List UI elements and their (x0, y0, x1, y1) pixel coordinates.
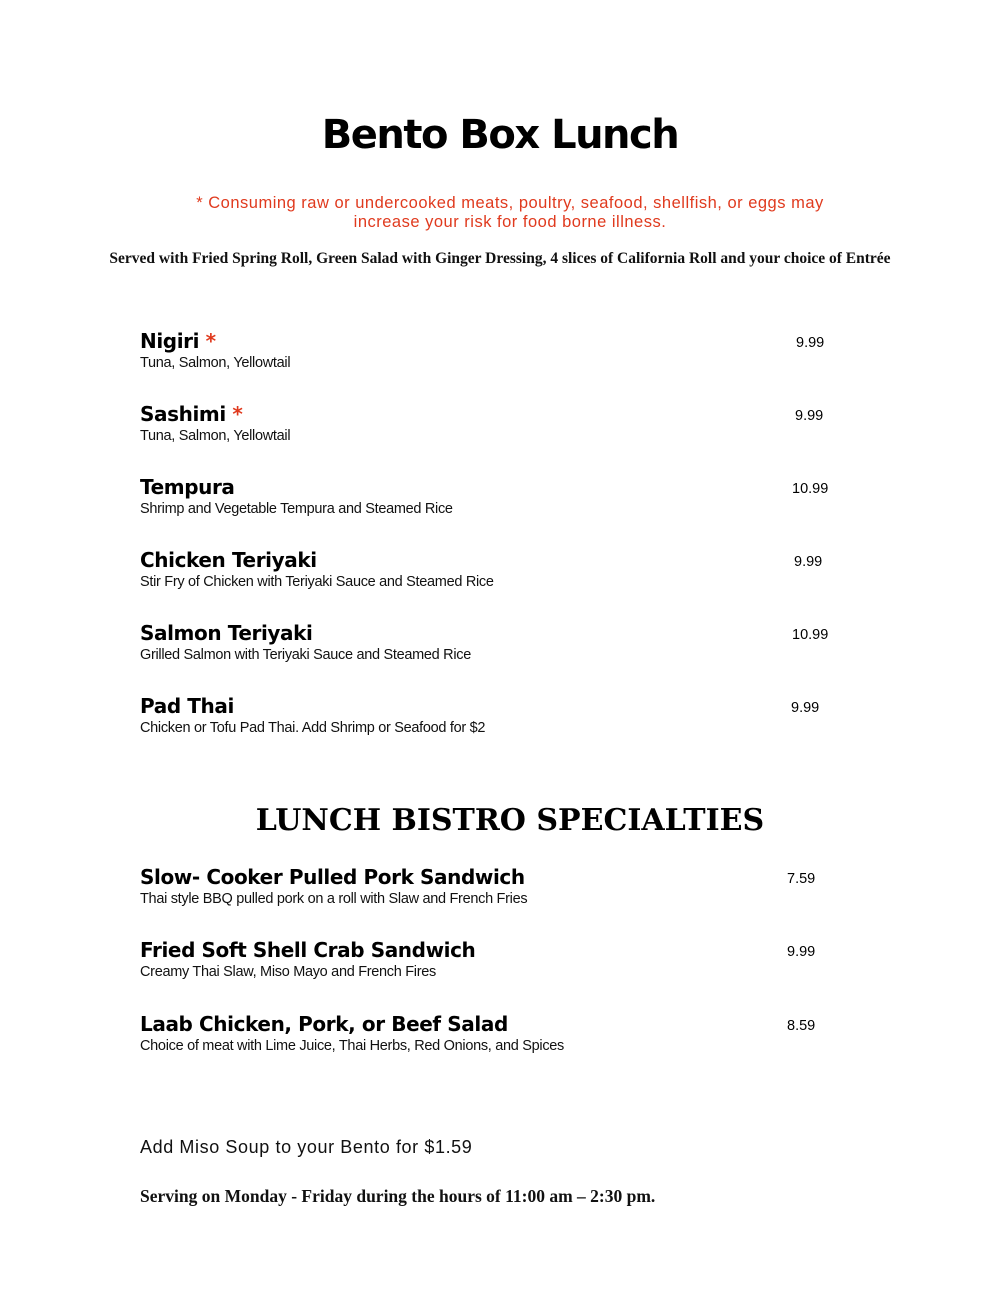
warning-line-2: increase your risk for food borne illness. (353, 213, 667, 231)
menu-item-soft-shell-crab-sandwich (140, 938, 860, 988)
item-description: Grilled Salmon with Teriyaki Sauce and Steamed Rice (140, 647, 471, 663)
item-price: 9.99 (787, 944, 816, 960)
raw-food-warning (180, 194, 840, 232)
serving-hours: Serving on Monday - Friday during the hours of 11:00 am – 2:30 pm. (140, 1186, 656, 1206)
item-price: 7.59 (787, 871, 816, 887)
raw-warning-asterisk: * (232, 402, 243, 426)
item-description: Shrimp and Vegetable Tempura and Steamed Rice (140, 501, 453, 517)
item-name: Tempura (140, 475, 235, 499)
menu-item-sashimi (140, 402, 860, 452)
item-price: 9.99 (794, 554, 823, 570)
item-description: Tuna, Salmon, Yellowtail (140, 428, 291, 444)
item-price: 9.99 (796, 335, 825, 351)
raw-warning-asterisk: * (205, 329, 216, 353)
item-name: Pad Thai (140, 694, 234, 718)
item-price: 8.59 (787, 1018, 816, 1034)
item-description: Thai style BBQ pulled pork on a roll with Slaw and French Fries (140, 891, 528, 907)
menu-item-tempura (140, 475, 860, 525)
item-name: Sashimi * (140, 402, 243, 426)
menu-item-laab-salad (140, 1012, 860, 1062)
item-description: Stir Fry of Chicken with Teriyaki Sauce and Steamed Rice (140, 574, 494, 590)
item-name: Slow- Cooker Pulled Pork Sandwich (140, 865, 525, 889)
item-name: Chicken Teriyaki (140, 548, 317, 572)
item-name: Nigiri * (140, 329, 216, 353)
warning-line-1: * Consuming raw or undercooked meats, poultry, seafood, shellfish, or eggs may (196, 194, 824, 212)
item-price: 10.99 (792, 627, 829, 643)
menu-item-salmon-teriyaki (140, 621, 860, 671)
menu-item-pad-thai (140, 694, 860, 744)
item-name: Laab Chicken, Pork, or Beef Salad (140, 1012, 508, 1036)
item-price: 9.99 (795, 408, 824, 424)
menu-item-pulled-pork-sandwich (140, 865, 860, 915)
menu-item-nigiri (140, 329, 860, 379)
page-title: Bento Box Lunch (321, 112, 679, 158)
item-description: Chicken or Tofu Pad Thai. Add Shrimp or Seafood for $2 (140, 720, 486, 736)
item-description: Choice of meat with Lime Juice, Thai Herbs, Red Onions, and Spices (140, 1038, 565, 1054)
miso-soup-note: Add Miso Soup to your Bento for $1.59 (140, 1137, 473, 1157)
menu-item-chicken-teriyaki (140, 548, 860, 598)
item-description: Creamy Thai Slaw, Miso Mayo and French Fires (140, 964, 436, 980)
item-price: 10.99 (792, 481, 829, 497)
item-price: 9.99 (791, 700, 820, 716)
served-with-note: Served with Fried Spring Roll, Green Salad with Ginger Dressing, 4 slices of California Roll and your choice of Entrée (109, 250, 891, 267)
item-name: Salmon Teriyaki (140, 621, 313, 645)
item-name: Fried Soft Shell Crab Sandwich (140, 938, 476, 962)
item-description: Tuna, Salmon, Yellowtail (140, 355, 291, 371)
section-title-bistro-specialties: LUNCH BISTRO SPECIALTIES (255, 803, 765, 838)
